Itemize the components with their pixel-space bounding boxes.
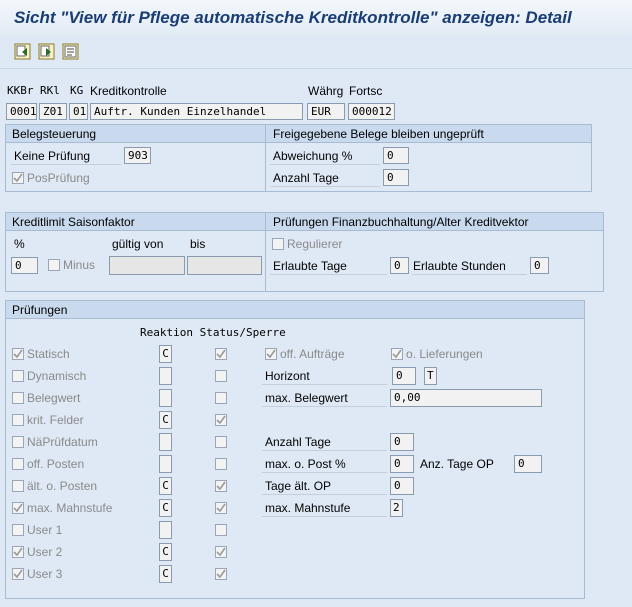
abweichung-box (270, 146, 380, 165)
pruef-anzahl-tage-field[interactable]: 0 (390, 433, 414, 451)
horizont-box (262, 366, 387, 385)
pruefungen-title: Prüfungen (12, 303, 68, 317)
freigegeben-title: Freigegebene Belege bleiben ungeprüft (273, 127, 484, 141)
bis-label: bis (190, 237, 206, 251)
pospruefung-checkbox[interactable] (12, 172, 24, 184)
status-sperre-checkbox[interactable] (215, 502, 227, 514)
status-sperre-checkbox[interactable] (215, 370, 227, 382)
status-sperre-checkbox[interactable] (215, 524, 227, 536)
kg-field[interactable]: 01 (69, 103, 88, 120)
max-o-post-field[interactable]: 0 (390, 455, 414, 473)
anz-tage-op-field[interactable]: 0 (514, 455, 542, 473)
reaktion-field[interactable] (159, 521, 172, 539)
reaktion-field[interactable]: C (159, 345, 172, 363)
status-sperre-checkbox[interactable] (215, 414, 227, 426)
abweichung-label: Abweichung % (273, 149, 353, 163)
kreditlimit-panel (5, 212, 604, 292)
pruefung-label: max. Mahnstufe (27, 501, 113, 515)
reaktion-field[interactable] (159, 433, 172, 451)
waehrung-label: Währg (308, 84, 344, 98)
status-sperre-checkbox[interactable] (215, 392, 227, 404)
pruefung-checkbox[interactable] (12, 546, 24, 558)
panel-divider (265, 213, 266, 291)
regulierer-label: Regulierer (287, 237, 343, 251)
waehrung-field[interactable]: EUR (307, 103, 345, 120)
regulierer-checkbox[interactable] (272, 238, 284, 250)
kreditkontrolle-label: Kreditkontrolle (90, 84, 167, 98)
prev-entry-icon[interactable] (14, 43, 31, 60)
pruefungen-header (6, 301, 584, 319)
application-toolbar (0, 36, 632, 69)
pruefung-checkbox[interactable] (12, 524, 24, 536)
reaktion-status-header: Reaktion Status/Sperre (140, 326, 286, 339)
erlaubte-tage-label: Erlaubte Tage (273, 259, 347, 273)
fortsc-label: Fortsc (349, 84, 383, 98)
max-belegwert-field[interactable]: 0,00 (390, 389, 542, 407)
gueltig-von-field[interactable] (109, 256, 185, 275)
o-lieferungen-checkbox[interactable] (391, 348, 403, 360)
anz-tage-op-label: Anz. Tage OP (420, 457, 494, 471)
percent-field[interactable]: 0 (11, 257, 38, 274)
pruef-anzahl-tage-label: Anzahl Tage (265, 435, 331, 449)
pruefung-label: ält. o. Posten (27, 479, 98, 493)
status-sperre-checkbox[interactable] (215, 458, 227, 470)
anzahl-tage-box (270, 168, 380, 187)
pruefung-checkbox[interactable] (12, 502, 24, 514)
status-sperre-checkbox[interactable] (215, 480, 227, 492)
pruefung-checkbox[interactable] (12, 480, 24, 492)
kreditlimit-title: Kreditlimit Saisonfaktor (12, 215, 135, 229)
other-entry-icon[interactable] (62, 43, 79, 60)
pruefung-checkbox[interactable] (12, 414, 24, 426)
minus-label: Minus (63, 258, 96, 272)
keine-pruefung-box (11, 146, 121, 165)
fortsc-field[interactable]: 000012 (348, 103, 395, 120)
rkl-field[interactable]: Z01 (39, 103, 67, 120)
reaktion-field[interactable] (159, 367, 172, 385)
reaktion-field[interactable] (159, 389, 172, 407)
title-bar (0, 0, 632, 36)
horizont-label: Horizont (265, 369, 310, 383)
reaktion-field[interactable]: C (159, 565, 172, 583)
max-o-post-box (262, 454, 387, 473)
pruefung-label: User 2 (27, 545, 63, 559)
pruefung-checkbox[interactable] (12, 458, 24, 470)
panel-divider (265, 125, 266, 191)
reaktion-field[interactable] (159, 455, 172, 473)
off-auftraege-label: off. Aufträge (280, 347, 345, 361)
kkbr-label: KKBr (7, 84, 34, 97)
max-mahnstufe-box (262, 498, 387, 517)
pruefung-checkbox[interactable] (12, 568, 24, 580)
pruefung-checkbox[interactable] (12, 436, 24, 448)
erlaubte-stunden-box (412, 256, 527, 275)
reaktion-field[interactable]: C (159, 499, 172, 517)
pruefung-label: off. Posten (27, 457, 85, 471)
pruefung-checkbox[interactable] (12, 348, 24, 360)
horizont-field[interactable]: 0 (392, 367, 416, 385)
keine-pruefung-field[interactable]: 903 (124, 147, 151, 164)
reaktion-field[interactable]: C (159, 411, 172, 429)
pruef-anzahl-tage-box (262, 432, 387, 451)
minus-checkbox[interactable] (48, 259, 60, 271)
o-lieferungen-label: o. Lieferungen (406, 347, 483, 361)
kkbr-field[interactable]: 0001 (6, 103, 37, 120)
kreditlimit-header (6, 213, 603, 231)
gueltig-von-label: gültig von (112, 237, 164, 251)
pruefung-label: Dynamisch (27, 369, 87, 383)
belegsteuerung-header (6, 125, 591, 143)
pruefung-label: Belegwert (27, 391, 81, 405)
pruefung-label: User 1 (27, 523, 63, 537)
tage-alt-op-field[interactable]: 0 (390, 477, 414, 495)
rkl-label: RKl (40, 84, 60, 97)
max-mahnstufe-label: max. Mahnstufe (265, 501, 351, 515)
freigegeben-anzahl-tage-field[interactable]: 0 (383, 169, 409, 186)
reaktion-field[interactable]: C (159, 477, 172, 495)
next-entry-icon[interactable] (38, 43, 55, 60)
tage-alt-op-label: Tage ält. OP (265, 479, 332, 493)
max-mahnstufe-field[interactable]: 2 (390, 499, 403, 517)
status-sperre-checkbox[interactable] (215, 436, 227, 448)
pruefung-checkbox[interactable] (12, 370, 24, 382)
kg-label: KG (70, 84, 84, 97)
keine-pruefung-label: Keine Prüfung (14, 149, 91, 163)
tage-alt-op-box (262, 476, 387, 495)
off-auftraege-checkbox[interactable] (265, 348, 277, 360)
pospruefung-label: PosPrüfung (27, 171, 90, 185)
pruefungen-fibu-title: Prüfungen Finanzbuchhaltung/Alter Kreditvektor (273, 215, 529, 229)
max-belegwert-box (262, 388, 387, 407)
pruefung-label: NäPrüfdatum (27, 435, 98, 449)
pruefung-label: Statisch (27, 347, 70, 361)
bis-field[interactable] (187, 256, 262, 275)
percent-label: % (14, 237, 25, 251)
pruefung-checkbox[interactable] (12, 392, 24, 404)
erlaubte-tage-box (270, 256, 387, 275)
belegsteuerung-title: Belegsteuerung (12, 127, 97, 141)
max-o-post-label: max. o. Post % (265, 457, 346, 471)
reaktion-field[interactable]: C (159, 543, 172, 561)
max-belegwert-label: max. Belegwert (265, 391, 348, 405)
freigegeben-anzahl-tage-label: Anzahl Tage (273, 171, 339, 185)
horizont-unit-field[interactable]: T (424, 367, 437, 385)
abweichung-field[interactable]: 0 (383, 147, 409, 164)
erlaubte-tage-field[interactable]: 0 (390, 257, 409, 274)
pruefung-label: User 3 (27, 567, 63, 581)
status-sperre-checkbox[interactable] (215, 568, 227, 580)
kreditkontrolle-field[interactable]: Auftr. Kunden Einzelhandel (90, 103, 303, 120)
page-title: Sicht "View für Pflege automatische Kreditkontrolle" anzeigen: Detail (14, 8, 572, 27)
erlaubte-stunden-field[interactable]: 0 (530, 257, 549, 274)
status-sperre-checkbox[interactable] (215, 546, 227, 558)
status-sperre-checkbox[interactable] (215, 348, 227, 360)
pruefung-label: krit. Felder (27, 413, 84, 427)
erlaubte-stunden-label: Erlaubte Stunden (413, 259, 506, 273)
